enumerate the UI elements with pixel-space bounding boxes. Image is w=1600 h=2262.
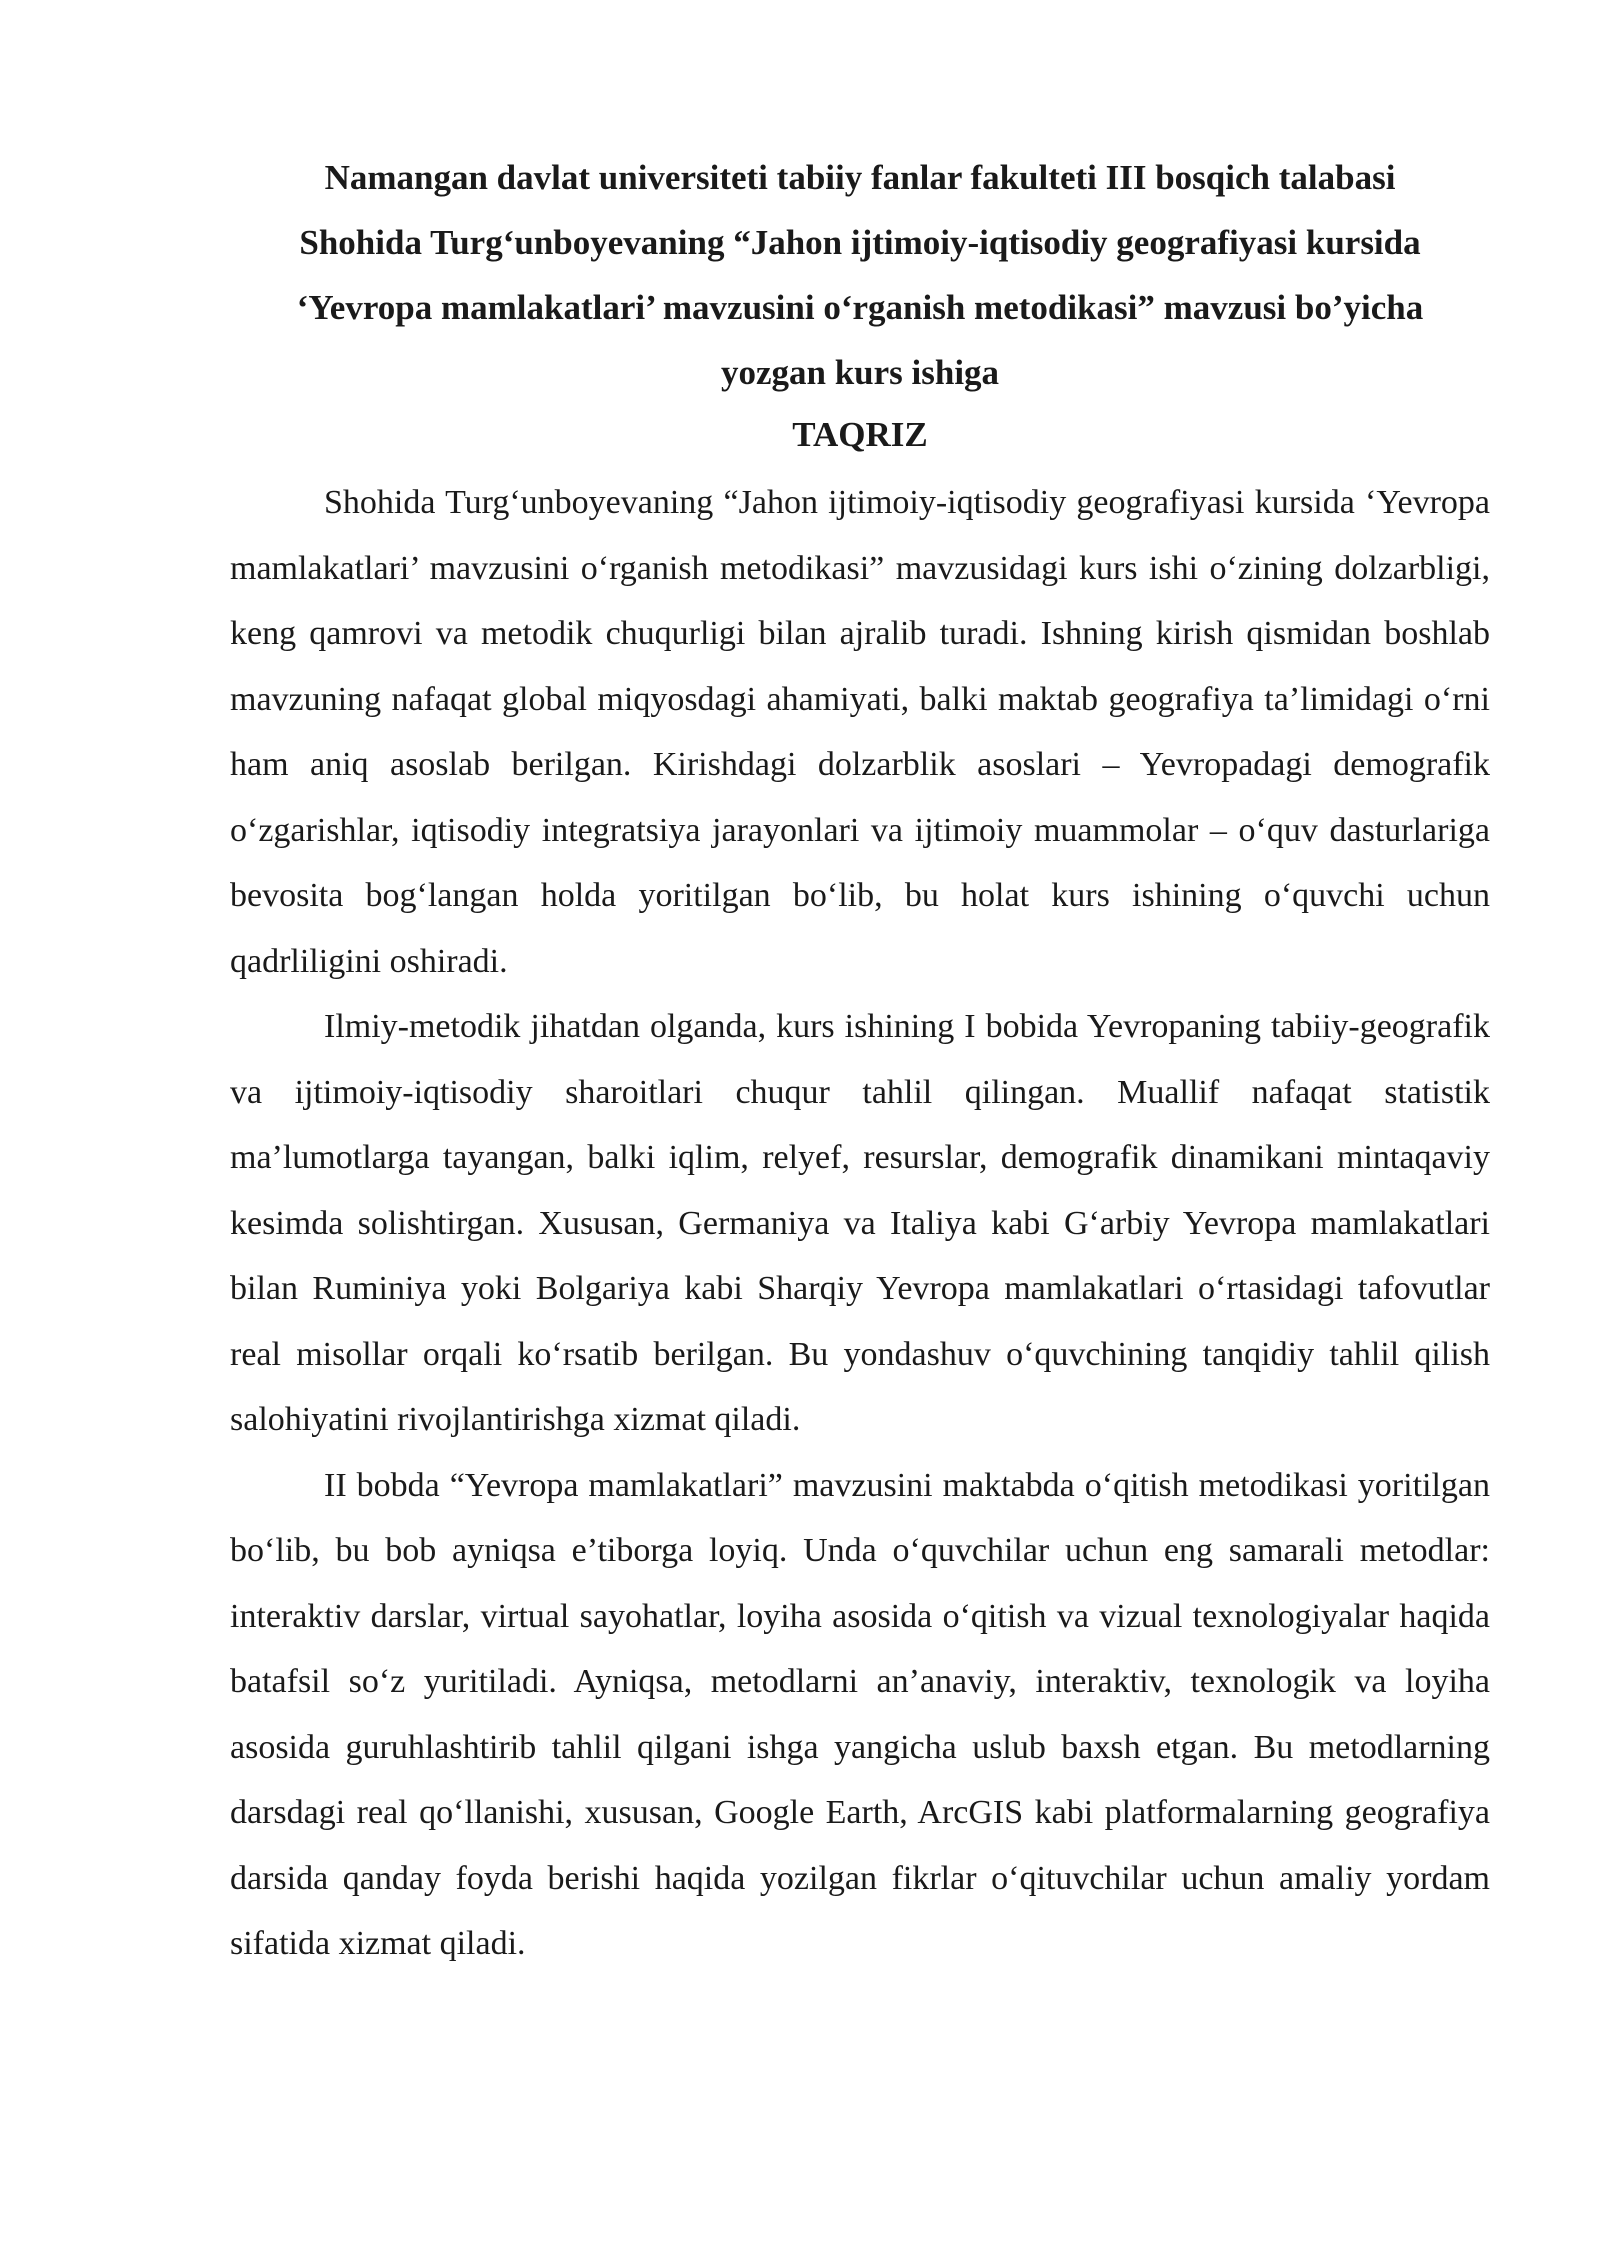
heading-line: Shohida Turg‘unboyevaning “Jahon ijtimoiy-iqtisodiy geografiyasi kursida (299, 223, 1421, 262)
document-heading (230, 145, 1490, 467)
body-paragraph: II bobda “Yevropa mamlakatlari” mavzusini maktabda o‘qitish metodikasi yoritilgan bo‘lib, bu bob ayniqsa e’tiborga loyiq. Unda o‘quvchilar uchun eng samarali metodlar: interaktiv darslar, virtual sayohatlar, loyiha asosida o‘qitish va vizual texnologiyalar haqida batafsil so‘z yuritiladi. Ayniqsa, metodlarni an’anaviy, interaktiv, texnologik va loyiha asosida guruhlashtirib tahlil qilgani ishga yangicha uslub baxsh etgan. Bu metodlarning darsdagi real qo‘llanishi, xususan, Google Earth, ArcGIS kabi platformalarning geografiya darsida qanday foyda berishi haqida yozilgan fikrlar o‘qituvchilar uchun amaliy yordam sifatida xizmat qiladi. (230, 1466, 1490, 1962)
body-paragraph: Shohida Turg‘unboyevaning “Jahon ijtimoiy-iqtisodiy geografiyasi kursida ‘Yevropa mamlakatlari’ mavzusini o‘rganish metodikasi” mavzusidagi kurs ishi o‘zining dolzarbligi, keng qamrovi va metodik chuqurligi bilan ajralib turadi. Ishning kirish qismidan boshlab mavzuning nafaqat global miqyosdagi ahamiyati, balki maktab geografiya ta’limidagi o‘rni ham aniq asoslab berilgan. Kirishdagi dolzarblik asoslari – Yevropadagi demografik o‘zgarishlar, iqtisodiy integratsiya jarayonlari va ijtimoiy muammolar – o‘quv dasturlariga bevosita bog‘langan holda yoritilgan bo‘lib, bu holat kurs ishining o‘quvchi uchun qadrliligini oshiradi. (230, 484, 1490, 980)
heading-line: yozgan kurs ishiga (720, 353, 1000, 392)
document-title: TAQRIZ (792, 415, 928, 454)
heading-line: ‘Yevropa mamlakatlari’ mavzusini o‘rganish metodikasi” mavzusi bo’yicha (296, 288, 1424, 327)
body-paragraph: Ilmiy-metodik jihatdan olganda, kurs ishining I bobida Yevropaning tabiiy-geografik va ijtimoiy-iqtisodiy sharoitlari chuqur tahlil qilingan. Muallif nafaqat statistik ma’lumotlarga tayangan, balki iqlim, relyef, resurslar, demografik dinamikani mintaqaviy kesimda solishtirgan. Xususan, Germaniya va Italiya kabi G‘arbiy Yevropa mamlakatlari bilan Ruminiya yoki Bolgariya kabi Sharqiy Yevropa mamlakatlari o‘rtasidagi tafovutlar real misollar orqali ko‘rsatib berilgan. Bu yondashuv o‘quvchining tanqidiy tahlil qilish salohiyatini rivojlantirishga xizmat qiladi. (230, 1008, 1490, 1438)
document-body (230, 470, 1490, 1977)
heading-line: Namangan davlat universiteti tabiiy fanlar fakulteti III bosqich talabasi (324, 158, 1396, 197)
